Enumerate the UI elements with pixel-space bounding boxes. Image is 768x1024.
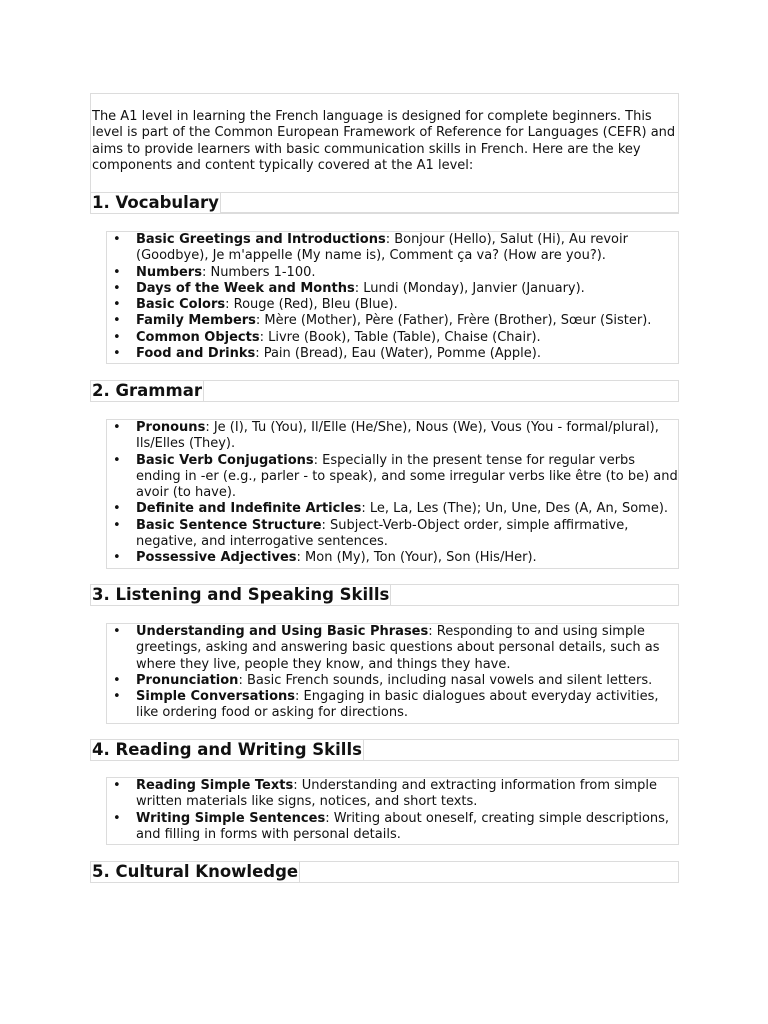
section-heading-listening-speaking: 3. Listening and Speaking Skills [90, 584, 679, 606]
reading-writing-list [106, 777, 679, 845]
list-item: • Writing Simple Sentences: Writing about oneself, creating simple descriptions, and filling in forms with personal details. [107, 811, 678, 844]
list-item: • Basic Colors: Rouge (Red), Bleu (Blue). [107, 297, 678, 313]
list-item: • Simple Conversations: Engaging in basic dialogues about everyday activities, like ordering food or asking for directions. [107, 689, 678, 722]
list-item: • Days of the Week and Months: Lundi (Monday), Janvier (January). [107, 281, 678, 297]
listening-speaking-list [106, 623, 679, 724]
section-heading-grammar: 2. Grammar [90, 380, 679, 402]
list-item: • Reading Simple Texts: Understanding and extracting information from simple written materials like signs, notices, and short texts. [107, 778, 678, 811]
vocabulary-list [106, 231, 679, 364]
list-item: • Basic Sentence Structure: Subject-Verb-Object order, simple affirmative, negative, and interrogative sentences. [107, 518, 678, 551]
grammar-list [106, 419, 679, 569]
intro-paragraph: The A1 level in learning the French language is designed for complete beginners. This level is part of the Common European Framework of Reference for Languages (CEFR) and aims to provide learners with basic communication skills in French. Here are the key components and content typically covered at the A1 level: [90, 93, 679, 213]
section-heading-vocabulary: 1. Vocabulary [90, 192, 679, 214]
list-item: • Common Objects: Livre (Book), Table (Table), Chaise (Chair). [107, 330, 678, 346]
section-heading-cultural-knowledge: 5. Cultural Knowledge [90, 861, 679, 883]
list-item: • Understanding and Using Basic Phrases: Responding to and using simple greetings, asking and answering basic questions about personal details, such as where they live, people they know, and things they have. [107, 624, 678, 673]
list-item: • Family Members: Mère (Mother), Père (Father), Frère (Brother), Sœur (Sister). [107, 313, 678, 329]
list-item: • Pronouns: Je (I), Tu (You), Il/Elle (He/She), Nous (We), Vous (You - formal/plural), Ils/Elles (They). [107, 420, 678, 453]
list-item: • Numbers: Numbers 1-100. [107, 265, 678, 281]
list-item: • Basic Verb Conjugations: Especially in the present tense for regular verbs ending in -er (e.g., parler - to speak), and some irregular verbs like être (to be) and avoir (to have). [107, 453, 678, 502]
list-item: • Possessive Adjectives: Mon (My), Ton (Your), Son (His/Her). [107, 550, 678, 566]
list-item: • Pronunciation: Basic French sounds, including nasal vowels and silent letters. [107, 673, 678, 689]
section-heading-reading-writing: 4. Reading and Writing Skills [90, 739, 679, 761]
list-item: • Basic Greetings and Introductions: Bonjour (Hello), Salut (Hi), Au revoir (Goodbye), Je m'appelle (My name is), Comment ça va? (How are you?). [107, 232, 678, 265]
list-item: • Definite and Indefinite Articles: Le, La, Les (The); Un, Une, Des (A, An, Some). [107, 501, 678, 517]
list-item: • Food and Drinks: Pain (Bread), Eau (Water), Pomme (Apple). [107, 346, 678, 362]
